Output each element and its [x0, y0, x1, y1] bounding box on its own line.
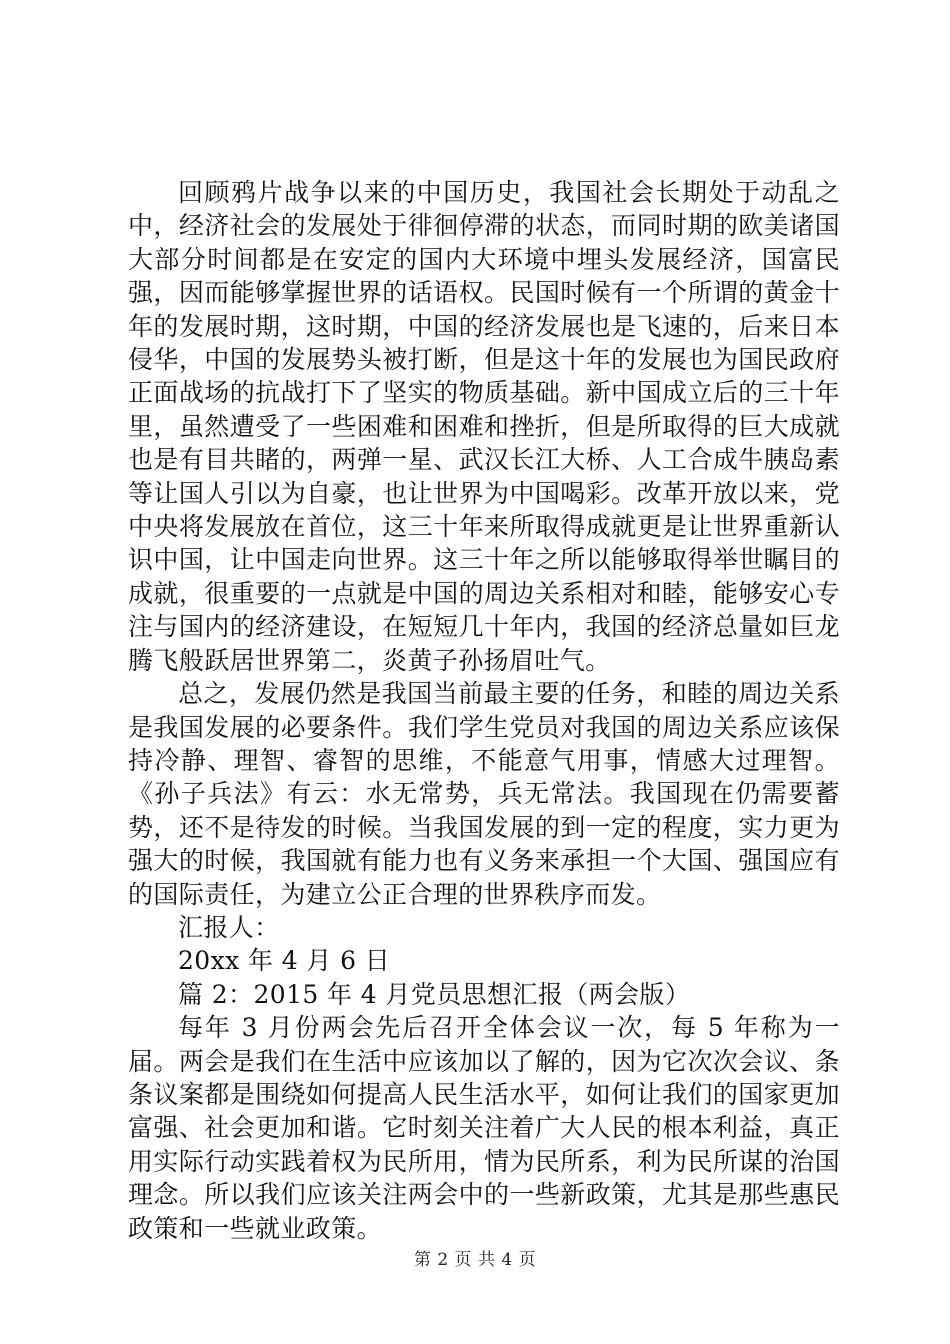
paragraph-two-sessions: 每年 3 月份两会先后召开全体会议一次，每 5 年称为一届。两会是我们在生活中应该加以了解的，因为它次次会议、条条议案都是围绕如何提高人民生活水平，如何让我们的国家更加富强、社会更加和谐。它时刻关注着广大人民的根本利益，真正用实际行动实践着权为民所用，情为民所系，利为民所谋的治国理念。所以我们应该关注两会中的一些新政策，尤其是那些惠民政策和一些就业政策。	[128, 1013, 840, 1243]
paragraph-history: 回顾鸦片战争以来的中国历史，我国社会长期处于动乱之中，经济社会的发展处于徘徊停滞的状态，而同时期的欧美诸国大部分时间都是在安定的国内大环境中埋头发展经济，国富民强，因而能够掌握世界的话语权。民国时候有一个所谓的黄金十年的发展时期，这时期，中国的经济发展也是飞速的，后来日本侵华，中国的发展势头被打断，但是这十年的发展也为国民政府正面战场的抗战打下了坚实的物质基础。新中国成立后的三十年里，虽然遭受了一些困难和困难和挫折，但是所取得的巨大成就也是有目共睹的，两弹一星、武汉长江大桥、人工合成牛胰岛素等让国人引以为自豪，也让世界为中国喝彩。改革开放以来，党中央将发展放在首位，这三十年来所取得成就更是让世界重新认识中国，让中国走向世界。这三十年之所以能够取得举世瞩目的成就，很重要的一点就是中国的周边关系相对和睦，能够安心专注与国内的经济建设，在短短几十年内，我国的经济总量如巨龙腾飞般跃居世界第二，炎黄子孙扬眉吐气。	[128, 178, 840, 675]
section-title: 篇 2：2015 年 4 月党员思想汇报（两会版）	[178, 979, 691, 1009]
reporter-label: 汇报人：	[178, 912, 280, 942]
paragraph-conclusion: 总之，发展仍然是我国当前最主要的任务，和睦的周边关系是我国发展的必要条件。我们学生党员对我国的周边关系应该保持冷静、理智、睿智的思维，不能意气用事，情感大过理智。《孙子兵法》有云：水无常势，兵无常法。我国现在仍需要蓄势，还不是待发的时候。当我国发展的到一定的程度，实力更为强大的时候，我国就有能力也有义务来承担一个大国、强国应有的国际责任，为建立公正合理的世界秩序而发。	[128, 679, 840, 909]
page-footer: 第 2 页 共 4 页	[413, 1250, 537, 1270]
report-date: 20xx 年 4 月 6 日	[178, 946, 391, 976]
document-body	[128, 176, 840, 1245]
